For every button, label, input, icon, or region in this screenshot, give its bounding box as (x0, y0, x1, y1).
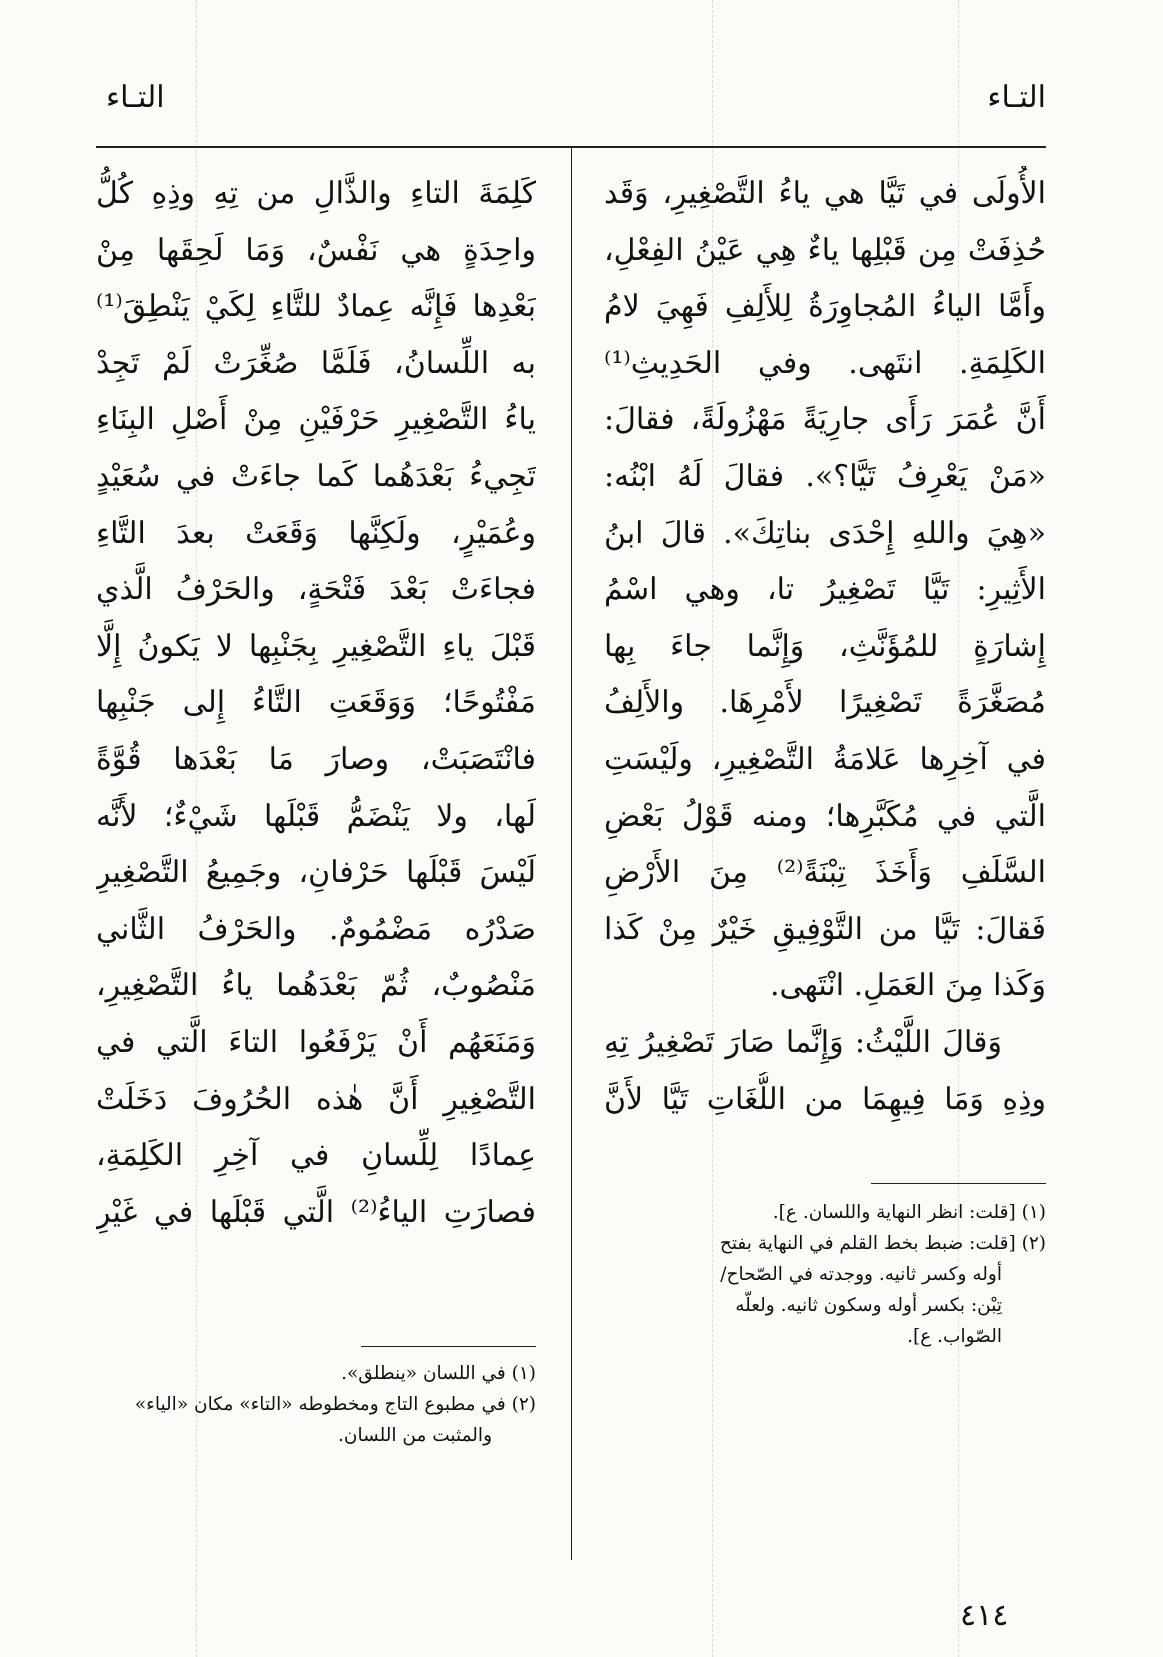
text-line: وَقالَ اللَّيْثُ: وَإِنَّما صَارَ تَصْغِيرُ تِهِ (604, 1024, 1002, 1060)
text-line: أَنَّ عُمَرَ رَأَى جارِيَةً مَهْزُولَةً، فقالَ: (604, 402, 1046, 438)
text-line: لَيْسَ قَبْلَها حَرْفانِ، وجَمِيعُ التَّصْغِيرِ (96, 855, 536, 891)
footnote-continuation: الصّواب. ع]. (907, 1326, 1002, 1347)
text-line: بَعْدِها فَإِنَّه عِمادٌ للتَّاءِ لِكَيْ يَنْطِقَ⁽¹⁾ (96, 289, 536, 325)
text-line: فَقالَ: تَيَّا من التَّوْفِيقِ خَيْرٌ مِنْ كَذا (604, 911, 1046, 947)
text-line: وعُمَيْرٍ، ولَكِنَّها وَقَعَتْ بعدَ التَّاءِ (96, 515, 536, 551)
text-line: «هِيَ واللهِ إِحْدَى بناتِكَ». قالَ ابنُ (604, 515, 1046, 551)
footnote-rule (361, 1346, 536, 1347)
text-line: التَّصْغِيرِ أَنَّ هٰذه الحُرُوفَ دَخَلَتْ (96, 1081, 536, 1117)
footnote-continuation: والمثبت من اللسان. (338, 1425, 492, 1446)
footnote: (٢) في مطبوع التاج ومخطوطه «التاء» مكان «الياء» (134, 1394, 536, 1415)
running-header (96, 80, 1046, 120)
text-line: وَمَنَعَهُم أَنْ يَرْفَعُوا التاءَ الَّتي في (96, 1024, 536, 1060)
header-title-right: التـاء (987, 80, 1046, 115)
text-line: ياءُ التَّصْغِيرِ حَرْفَيْنِ مِنْ أَصْلِ البِنَاءِ (96, 402, 536, 438)
page-number: ٤١٤ (960, 1598, 1009, 1633)
right-footnotes (604, 1197, 1046, 1352)
text-line: مُصَغَّرَةً تَصْغِيرًا لأَمْرِهَا. والأَلِفُ (604, 685, 1046, 721)
footnote-rule (871, 1183, 1046, 1184)
right-column (604, 166, 1046, 1128)
text-line: واحِدَةٍ هي نَفْسٌ، وَمَا لَحِقَها مِنْ (96, 232, 536, 268)
footnote-continuation: أوله وكسر ثانيه. ووجدته في الصّحاح/ (720, 1264, 1002, 1285)
footnote: (١) في اللسان «ينطلق». (341, 1363, 536, 1384)
text-line: مَفْتُوحًا؛ وَوَقَعَتِ التَّاءُ إِلى جَنْبِها (96, 685, 536, 721)
text-line: وَكَذا مِنَ العَمَلِ. انْتَهى. (769, 968, 1046, 1004)
text-line: حُذِفَتْ مِن قَبْلِها ياءٌ هِي عَيْنُ الفِعْلِ، (604, 232, 1046, 268)
text-line: به اللِّسانُ، فَلَمَّا صُغِّرَتْ لَمْ تَجِدْ (96, 345, 536, 381)
footnote-continuation: تِبْن: بكسر أوله وسكون ثانيه. ولعلّه (735, 1295, 1002, 1316)
text-line: في آخِرِها عَلامَةُ التَّصْغِيرِ، ولَيْسَتِ (604, 741, 1046, 777)
text-line: مَنْصُوبٌ، ثُمّ بَعْدَهُما ياءُ التَّصْغِيرِ، (96, 968, 536, 1004)
left-footnotes (96, 1358, 536, 1451)
text-line: الَّتي في مُكَبَّرِها؛ ومنه قَوْلُ بَعْضِ (604, 798, 1046, 834)
left-column (96, 166, 536, 1241)
text-line: الأَثِيرِ: تَيَّا تَصْغِيرُ تا، وهي اسْمُ (604, 572, 1046, 608)
text-line: وأَمَّا الياءُ المُجاوِرَةُ لِلأَلِفِ فَهِيَ لامُ (604, 289, 1046, 325)
text-line: لَها، ولا يَنْضَمُّ قَبْلَها شَيْءٌ؛ لأَنَّه (96, 798, 536, 834)
text-line: قَبْلَ ياءِ التَّصْغِيرِ بِجَنْبِها لا يَكونُ إِلَّا (96, 628, 536, 664)
text-line: «مَنْ يَعْرِفُ تَيَّا؟». فقالَ لَهُ ابْنُه: (604, 458, 1046, 494)
text-line: فانْتَصَبَتْ، وصارَ مَا بَعْدَها قُوَّةً (96, 741, 536, 777)
text-line: الكَلِمَةِ. انتَهى. وفي الحَدِيثِ⁽¹⁾ (604, 345, 1046, 381)
text-line: الأُولَى في تَيَّا هي ياءُ التَّصْغِيرِ، وَقَد (604, 176, 1046, 211)
footnote: (١) [قلت: انظر النهاية واللسان. ع]. (772, 1202, 1046, 1223)
text-line: فصارَتِ الياءُ⁽²⁾ الَّتي قَبْلَها في غَيْرِ (96, 1194, 536, 1230)
column-divider (571, 148, 572, 1560)
text-line: صَدْرُه مَضْمُومٌ. والحَرْفُ الثَّاني (96, 911, 536, 947)
text-line: وذِهِ وَمَا فِيهِمَا من اللُّغَاتِ تَيَّا لأَنَّ (604, 1081, 1046, 1117)
text-line: كَلِمَةَ التاءِ والذَّالِ من تِهِ وذِهِ كُلُّ (96, 176, 536, 211)
text-line: فجاءَتْ بَعْدَ فَتْحَةٍ، والحَرْفُ الَّذي (96, 572, 536, 608)
header-title-left: التـاء (106, 80, 165, 115)
text-line: عِمادًا لِلِّسانِ في آخِرِ الكَلِمَةِ، (96, 1138, 536, 1174)
text-line: تَجِيءُ بَعْدَهُما كَما جاءَتْ في سُعَيْدٍ (96, 458, 536, 494)
footnote: (٢) [قلت: ضبط بخط القلم في النهاية بفتح (719, 1233, 1046, 1254)
text-line: إِشارَةٍ للمُؤَنَّثِ، وَإِنَّما جاءَ بِها (604, 628, 1046, 664)
text-line: السَّلَفِ وَأَخَذَ تِبْنَةً⁽²⁾ مِنَ الأَرْضِ (604, 855, 1046, 891)
